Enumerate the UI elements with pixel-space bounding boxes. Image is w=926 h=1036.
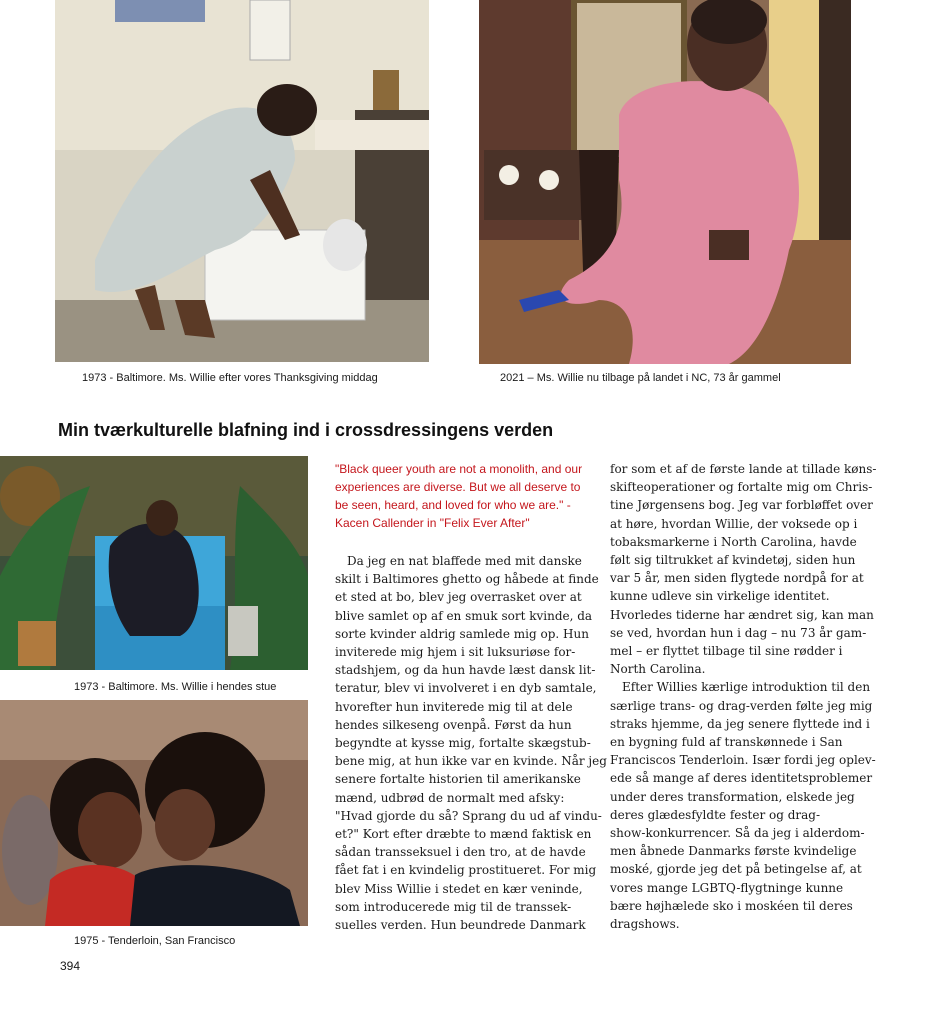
body-line: følt sig tiltrukket af kvindetøj, siden hun <box>610 553 856 568</box>
body-line: som introducerede mig til de transsek- <box>335 899 572 914</box>
body-line: men åbnede Danmarks første kvindelige <box>610 844 857 859</box>
body-line: kunne udleve sin virkelige identitet. <box>610 589 830 604</box>
pull-quote <box>335 460 597 532</box>
photo-caption: 1973 - Baltimore. Ms. Willie i hendes stue <box>74 681 277 693</box>
body-line: straks hjemme, da jeg senere flyttede ind i <box>610 716 870 731</box>
body-line: hendes silkeseng ovenpå. Først da hun <box>335 717 572 732</box>
body-line: dragshows. <box>610 917 680 932</box>
body-line: senere fortalte historien til amerikanske <box>335 772 581 787</box>
body-column-middle <box>335 552 607 934</box>
body-line: mænd, udbrød de normalt med afsky: <box>335 790 565 805</box>
photo-caption: 1975 - Tenderloin, San Francisco <box>74 935 236 947</box>
body-line: tine Jørgensens bog. Jeg var forbløffet over <box>610 498 873 513</box>
body-line: for som et af de første lande at tillade køns- <box>610 462 877 476</box>
page-number: 394 <box>60 959 81 973</box>
body-line: sådan transseksuel i den tro, at de havde <box>335 845 586 860</box>
body-line: vores mange LGBTQ-flygtninge kunne <box>610 880 844 895</box>
body-line: under deres transformation, elskede jeg <box>610 789 855 804</box>
body-line: hvorefter hun inviterede mig til at dele <box>335 699 573 714</box>
body-line: tobaksmarkerne i North Carolina, havde <box>610 534 857 549</box>
body-line: skilt i Baltimores ghetto og håbede at finde <box>335 572 599 587</box>
body-line: ede så mange af deres identitetsproblemer <box>610 771 873 786</box>
body-line: stadshjem, og da hun havde læst dansk lit- <box>335 663 596 678</box>
quote-line: experiences are diverse. But we all deserve to <box>335 480 581 494</box>
body-line: skifteoperationer og fortalte mig om Chris- <box>610 480 873 495</box>
body-line: at høre, hvordan Willie, der voksede op i <box>610 516 858 531</box>
photo-caption: 2021 – Ms. Willie nu tilbage på landet i NC, 73 år gammel <box>500 372 781 384</box>
photo-kitchen-1973 <box>55 0 429 362</box>
body-line: show-konkurrencer. Så da jeg i alderdom- <box>610 826 865 841</box>
body-line: begyndte at kysse mig, fortalte skægstub- <box>335 736 591 751</box>
body-line: bære højhælede sko i moskéen til deres <box>610 898 853 913</box>
body-line: Franciscos Tenderloin. Især fordi jeg oplev- <box>610 753 876 768</box>
quote-line: "Black queer youth are not a monolith, and our <box>335 462 583 476</box>
body-line: Da jeg en nat blaffede med mit danske <box>347 554 582 568</box>
body-line: bene mig, at hun ikke var en kvinde. Når jeg <box>335 754 607 769</box>
body-line: et?" Kort efter dræbte to mænd faktisk en <box>335 827 592 842</box>
body-line: "Hvad gjorde du så? Sprang du ud af vindu- <box>335 808 602 823</box>
body-line: sorte kvinder aldrig samlede mig op. Hun <box>335 626 589 641</box>
body-line: suelles verden. Hun beundrede Danmark <box>335 918 586 933</box>
body-line: North Carolina. <box>610 662 706 677</box>
photo-caption: 1973 - Baltimore. Ms. Willie efter vores Thanksgiving middag <box>82 372 378 384</box>
section-heading: Min tværkulturelle blafning ind i crossdressingens verden <box>58 420 554 440</box>
body-line: inviterede mig hjem i sit luksuriøse for- <box>335 645 576 660</box>
quote-line: Kacen Callender in "Felix Ever After" <box>335 516 530 530</box>
body-line: blive samlet op af en smuk sort kvinde, da <box>335 608 593 623</box>
body-line: et sted at bo, blev jeg overrasket over at <box>335 590 582 605</box>
body-line: deres glædesfyldte fester og drag- <box>610 807 821 822</box>
body-line: Hvorledes tiderne har ændret sig, kan man <box>610 607 874 622</box>
photo-tenderloin-1975 <box>0 700 308 926</box>
body-line: fået fat i en kvindelig prostitueret. For mig <box>335 863 597 878</box>
body-line: særlige trans- og drag-verden følte jeg mig <box>610 698 873 713</box>
photo-portrait-2021 <box>479 0 851 364</box>
body-line: teratur, blev vi involveret i en dyb samtale, <box>335 681 597 696</box>
body-line: var 5 år, men siden flygtede nordpå for at <box>610 571 864 586</box>
body-column-right <box>610 460 877 933</box>
body-line: se ved, hvordan hun i dag – nu 73 år gam- <box>610 625 867 640</box>
quote-line: be seen, heard, and loved for who we are." - <box>335 498 571 512</box>
body-line: blev Miss Willie i stedet en kær veninde, <box>335 881 583 896</box>
body-line: Efter Willies kærlige introduktion til den <box>622 680 871 695</box>
body-line: en bygning fuld af transkønnede i San <box>610 735 843 750</box>
body-line: moské, gjorde jeg det på betingelse af, at <box>610 862 862 877</box>
body-line: mel – er flyttet tilbage til sine rødder i <box>610 644 843 659</box>
photo-living-room-1973 <box>0 456 308 670</box>
